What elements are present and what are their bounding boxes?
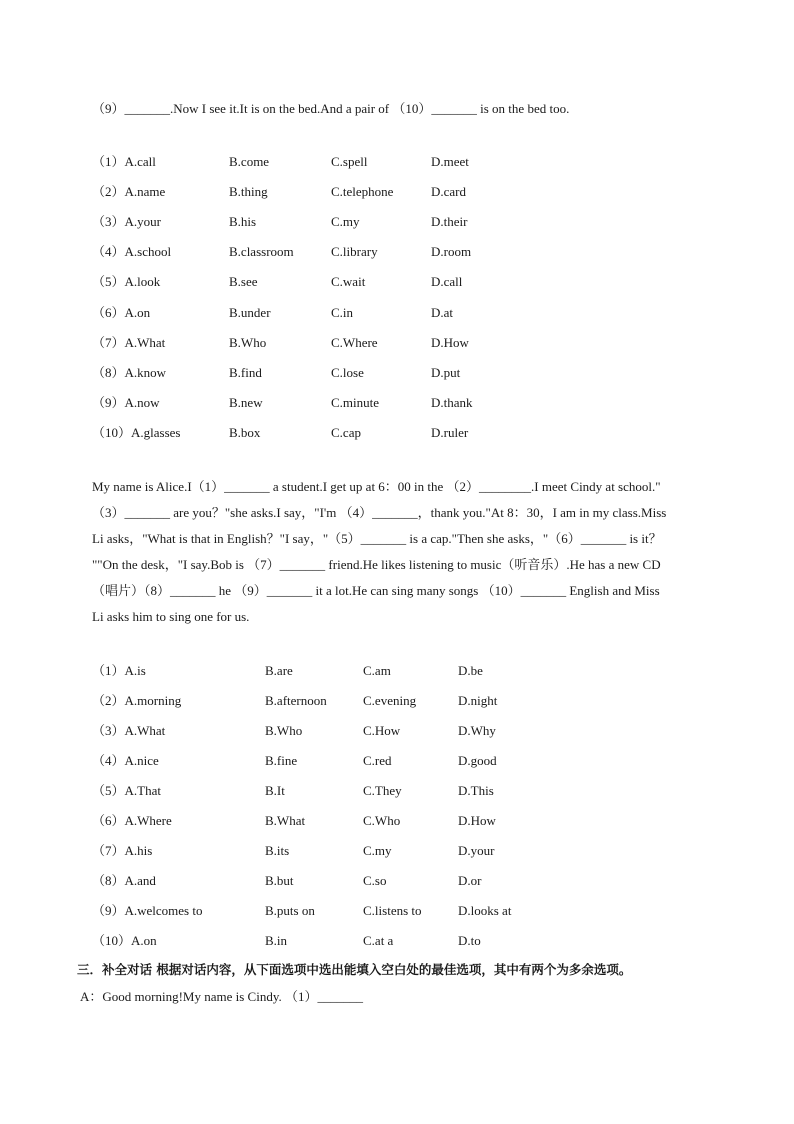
option-b: B.its: [265, 843, 290, 858]
option-row: [0, 395, 794, 411]
option-c: C.my: [363, 843, 392, 858]
option-row: [0, 663, 794, 679]
option-row: [0, 933, 794, 949]
option-row: [0, 365, 794, 381]
option-row: [0, 154, 794, 170]
dialogue-line: A：Good morning!My name is Cindy. （1）_______: [80, 989, 363, 1004]
passage1-tail: （9）_______.Now I see it.It is on the bed.And a pair of （10）_______ is on the bed too.: [92, 101, 570, 116]
option-b: B.are: [265, 663, 293, 678]
option-d: D.to: [458, 933, 481, 948]
option-a: （10）A.glasses: [92, 424, 181, 440]
option-d: D.ruler: [431, 424, 469, 440]
option-b: B.see: [229, 274, 258, 290]
option-b: B.box: [229, 424, 261, 440]
option-a: （9）A.welcomes to: [92, 903, 203, 918]
option-c: C.telephone: [331, 184, 394, 200]
option-row: [0, 753, 794, 769]
option-row: [0, 693, 794, 709]
option-c: C.cap: [331, 424, 361, 440]
passage-line: Li asks him to sing one for us.: [92, 609, 250, 624]
option-row: [0, 723, 794, 739]
option-row: [0, 335, 794, 351]
option-c: C.library: [331, 244, 378, 260]
option-row: [0, 843, 794, 859]
option-d: D.be: [458, 663, 483, 678]
option-a: （8）A.and: [92, 873, 156, 888]
option-b: B.under: [229, 304, 271, 320]
option-b: B.fine: [265, 753, 298, 768]
option-d: D.How: [458, 813, 496, 828]
option-d: D.looks at: [458, 903, 512, 918]
option-row: [0, 184, 794, 200]
option-d: D.card: [431, 184, 467, 200]
option-d: D.meet: [431, 154, 469, 169]
option-d: D.This: [458, 783, 494, 798]
option-d: D.room: [431, 244, 472, 260]
option-c: C.red: [363, 753, 392, 768]
option-a: （4）A.school: [92, 244, 172, 260]
option-c: C.evening: [363, 693, 417, 708]
option-row: [0, 903, 794, 919]
option-c: C.They: [363, 783, 402, 798]
option-c: C.at a: [363, 933, 394, 948]
option-a: （2）A.name: [92, 184, 166, 200]
option-a: （3）A.your: [92, 214, 161, 230]
option-d: D.thank: [431, 394, 473, 410]
option-row: [0, 274, 794, 290]
option-c: C.minute: [331, 394, 380, 410]
section-heading: 三．补全对话 根据对话内容，从下面选项中选出能填入空白处的最佳选项，其中有两个为多余选项。: [77, 962, 632, 977]
option-row: [0, 305, 794, 321]
option-b: B.come: [229, 154, 270, 169]
option-b: B.Who: [265, 723, 303, 738]
option-row: [0, 783, 794, 799]
passage-line: ""On the desk，"I say.Bob is （7）_______ friend.He likes listening to music（听音乐）.He has a new CD: [92, 557, 661, 572]
option-c: C.How: [363, 723, 401, 738]
option-d: D.call: [431, 274, 463, 290]
option-b: B.his: [229, 214, 257, 230]
option-a: （1）A.call: [92, 154, 156, 169]
option-row: [0, 214, 794, 230]
option-d: D.Why: [458, 723, 496, 738]
option-a: （9）A.now: [92, 394, 160, 410]
option-row: [0, 873, 794, 889]
option-c: C.wait: [331, 274, 366, 290]
option-c: C.listens to: [363, 903, 422, 918]
option-c: C.lose: [331, 364, 364, 380]
option-d: D.your: [458, 843, 495, 858]
option-d: D.or: [458, 873, 482, 888]
option-a: （2）A.morning: [92, 693, 182, 708]
option-b: B.thing: [229, 184, 268, 200]
option-d: D.How: [431, 334, 469, 350]
option-a: （6）A.on: [92, 304, 151, 320]
option-d: D.at: [431, 304, 454, 320]
option-b: B.What: [265, 813, 306, 828]
option-b: B.new: [229, 394, 263, 410]
option-d: D.night: [458, 693, 498, 708]
passage-line: （3）_______ are you？"she asks.I say，"I'm （4）_______，thank you."At 8：30，I am in my class.Miss: [92, 505, 667, 520]
option-c: C.Who: [363, 813, 401, 828]
passage-line: Li asks，"What is that in English？"I say，"（5）_______ is a cap."Then she asks，"（6）_______ is it？: [92, 531, 662, 546]
option-b: B.It: [265, 783, 285, 798]
option-b: B.find: [229, 364, 262, 380]
option-c: C.my: [331, 214, 360, 230]
option-a: （7）A.What: [92, 334, 166, 350]
option-a: （3）A.What: [92, 723, 166, 738]
option-c: C.am: [363, 663, 391, 678]
option-b: B.in: [265, 933, 288, 948]
option-a: （6）A.Where: [92, 813, 172, 828]
option-a: （1）A.is: [92, 663, 146, 678]
option-d: D.good: [458, 753, 497, 768]
option-a: （5）A.That: [92, 783, 161, 798]
option-row: [0, 244, 794, 260]
option-a: （10）A.on: [92, 933, 157, 948]
option-b: B.but: [265, 873, 294, 888]
option-b: B.puts on: [265, 903, 315, 918]
option-a: （5）A.look: [92, 274, 161, 290]
option-a: （4）A.nice: [92, 753, 159, 768]
passage-line: （唱片）（8）_______ he （9）_______ it a lot.He can sing many songs （10）_______ English and Miss: [92, 583, 660, 598]
option-c: C.so: [363, 873, 387, 888]
option-c: C.spell: [331, 154, 368, 169]
option-d: D.their: [431, 214, 468, 230]
option-a: （7）A.his: [92, 843, 153, 858]
option-b: B.classroom: [229, 244, 294, 260]
option-row: [0, 813, 794, 829]
option-b: B.Who: [229, 334, 267, 350]
passage-line: My name is Alice.I（1）_______ a student.I get up at 6：00 in the （2）________.I meet Cindy at school.": [92, 479, 661, 494]
option-row: [0, 425, 794, 441]
option-b: B.afternoon: [265, 693, 327, 708]
option-a: （8）A.know: [92, 364, 167, 380]
option-d: D.put: [431, 364, 461, 380]
option-c: C.in: [331, 304, 354, 320]
option-c: C.Where: [331, 334, 378, 350]
